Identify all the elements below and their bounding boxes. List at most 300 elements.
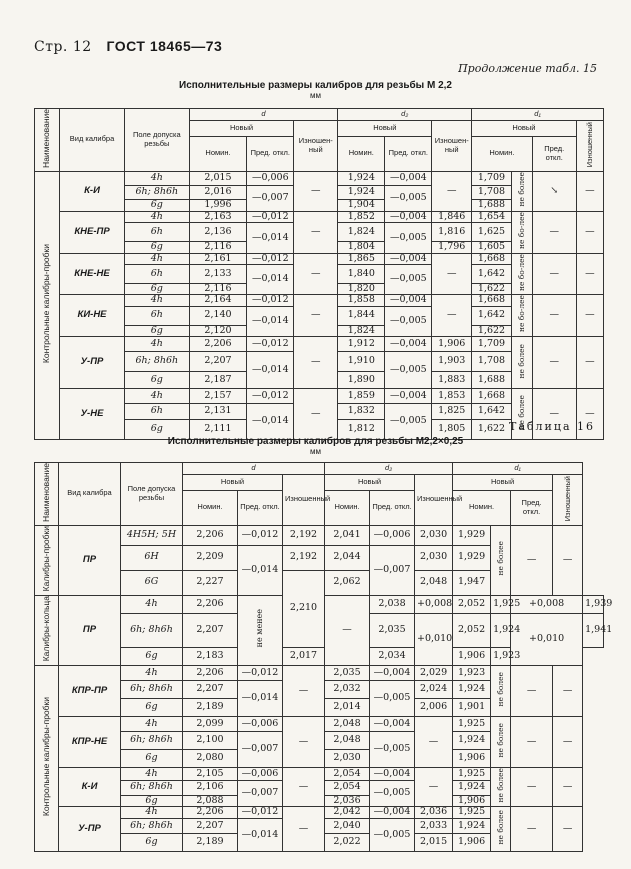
d2-nominal: 1,832 (338, 404, 385, 420)
d-nominal: 2,163 (189, 211, 247, 223)
group-label-text: Контрольные калибры-пробки (40, 697, 51, 817)
table16-caption (0, 436, 631, 456)
d1-note-text: не бо-лее (517, 295, 527, 333)
d2-worn: — (432, 253, 472, 295)
d-deviation: —0,014 (247, 307, 294, 337)
d2-nominal: 2,048 (325, 732, 370, 750)
d2-new-header: Новый (325, 475, 415, 491)
d2-nominal: 1,812 (338, 420, 385, 440)
table-row (35, 807, 604, 819)
d-deviation: —0,012 (238, 666, 283, 681)
d1-nominal: 1,654 (472, 211, 512, 223)
d2-deviation: +0,010 (415, 613, 453, 665)
d-worn: — (283, 807, 325, 852)
d1-note (491, 807, 511, 852)
d2-worn: 1,805 (432, 420, 472, 440)
d-note-text: не менее (255, 609, 265, 648)
d1-worn: — (553, 717, 583, 768)
d1-note-text: не более (495, 671, 505, 707)
d1-deviation: — (511, 807, 553, 852)
d2-deviation: —0,005 (370, 681, 415, 717)
d-nominal: 2,189 (183, 834, 238, 852)
d1-note-text: не более (517, 171, 527, 207)
d1-note (491, 525, 511, 595)
d2-dev-header: Пред. откл. (385, 136, 432, 171)
d1-nominal: 1,924 (453, 681, 491, 699)
d1-worn: — (576, 295, 603, 337)
group-label-text: Калибры-кольца (40, 595, 51, 662)
d1-note (511, 171, 532, 211)
d2-worn: 2,030 (415, 525, 453, 545)
d2-worn: 1,883 (432, 372, 472, 389)
tolerance-field: 4h (124, 337, 189, 352)
d-nominal: 2,116 (189, 241, 247, 253)
d-nominal: 2,209 (183, 545, 238, 570)
d-deviation: —0,012 (247, 389, 294, 404)
d1-note-text: не бо-лее (517, 211, 527, 249)
d2-deviation: —0,004 (385, 389, 432, 404)
d1-note (491, 768, 511, 807)
d-nominal: 2,136 (189, 223, 247, 241)
d-deviation: —0,012 (247, 253, 294, 265)
d-deviation: —0,014 (238, 545, 283, 595)
d2-worn: 2,006 (415, 699, 453, 717)
d1-nominal: 1,622 (472, 325, 512, 337)
d-nominal: 2,106 (183, 781, 238, 796)
d2-nominal: 2,038 (370, 595, 415, 613)
d-nominal: 2,105 (183, 768, 238, 781)
d-nominal: 2,206 (183, 807, 238, 819)
continuation-note: Продолжение табл. 15 (458, 62, 597, 75)
d2-nominal: 2,035 (325, 666, 370, 681)
d1-nominal: 1,924 (453, 781, 491, 796)
d2-worn: 1,816 (432, 223, 472, 241)
col-d2-header: d₂ (325, 463, 453, 475)
table15-caption (0, 80, 631, 100)
table16-title: Исполнительные размеры калибров для резьбы М2,2×0,25 (167, 436, 464, 447)
d2-nominal: 1,824 (338, 325, 385, 337)
d-nominal: 2,164 (189, 295, 247, 307)
d2-worn: 1,906 (432, 337, 472, 352)
d2-nominal: 2,048 (325, 717, 370, 732)
d1-nominal: 1,605 (472, 241, 512, 253)
d2-nom-header: Номин. (338, 136, 385, 171)
d2-deviation: —0,004 (385, 253, 432, 265)
d1-nominal: 1,642 (472, 404, 512, 420)
group-label (35, 595, 59, 665)
gauge-kind: У-НЕ (60, 389, 125, 440)
d1-nominal: 1,688 (472, 372, 512, 389)
col-d1-header: d₁ (453, 463, 583, 475)
d1-nominal: 1,906 (453, 648, 491, 666)
d-new-header: Новый (183, 475, 283, 491)
d1-nominal: 1,622 (472, 420, 512, 440)
d1-note (511, 337, 532, 389)
page-header (34, 38, 222, 55)
d-deviation: —0,012 (247, 337, 294, 352)
d-deviation: —0,014 (247, 265, 294, 295)
d2-nominal: 1,924 (338, 171, 385, 185)
d-nominal: 2,207 (183, 819, 238, 834)
d1-deviation: — (532, 211, 576, 253)
table-row (35, 717, 604, 732)
d-nominal: 2,207 (183, 613, 238, 647)
d-nominal: 2,099 (183, 717, 238, 732)
d-nom-header: Номин. (189, 136, 247, 171)
d2-nominal: 2,041 (325, 525, 370, 545)
d1-deviation: — (511, 768, 553, 807)
gauge-kind: КПР-НЕ (59, 717, 121, 768)
d2-nominal: 2,040 (325, 819, 370, 834)
table-row (35, 295, 604, 307)
table-row (35, 389, 604, 404)
d2-worn: 1,846 (432, 211, 472, 223)
table16-unit: мм (310, 447, 321, 456)
tolerance-field: 4H5H; 5H (121, 525, 183, 545)
d1-nominal: 1,929 (453, 545, 491, 570)
table-row (35, 768, 604, 781)
d1-deviation: — (532, 295, 576, 337)
d-worn: 2,210 (283, 570, 325, 647)
tolerance-field: 4h (124, 389, 189, 404)
d2-worn-header: Изношенный (415, 475, 453, 526)
d-worn: 2,192 (283, 545, 325, 570)
table-row (35, 211, 604, 223)
d2-nominal: 2,036 (325, 795, 370, 807)
d2-nominal: 1,912 (338, 337, 385, 352)
d-deviation: —0,007 (238, 732, 283, 768)
d2-deviation: —0,004 (385, 171, 432, 185)
d1-worn: — (553, 807, 583, 852)
table-row (35, 337, 604, 352)
d2-nominal: 2,044 (325, 545, 370, 570)
tolerance-field: 4h (121, 717, 183, 732)
d2-worn: — (432, 295, 472, 337)
d-worn: 2,192 (283, 525, 325, 545)
tolerance-field: 6H (121, 545, 183, 570)
d1-deviation: — (511, 525, 553, 595)
d-nominal: 2,116 (189, 283, 247, 295)
d1-worn: 1,923 (491, 648, 511, 666)
page-number: Стр. 12 (34, 39, 92, 55)
gauge-kind: КПР-ПР (59, 666, 121, 717)
d2-deviation: —0,005 (385, 185, 432, 211)
d-nominal: 2,206 (189, 337, 247, 352)
d2-nominal: 1,852 (338, 211, 385, 223)
d1-deviation: +0,008 (511, 595, 583, 613)
d1-nominal: 1,906 (453, 795, 491, 807)
d1-deviation: — (532, 337, 576, 389)
d2-nominal: 1,820 (338, 283, 385, 295)
d1-worn: — (553, 666, 583, 717)
tolerance-field: 4h (124, 211, 189, 223)
d2-deviation: —0,005 (385, 223, 432, 253)
d2-worn: — (415, 768, 453, 807)
d1-nominal: 1,668 (472, 253, 512, 265)
d2-worn: 2,036 (415, 807, 453, 819)
gauge-kind: ПР (59, 595, 121, 665)
d1-note (511, 211, 532, 253)
d-worn: — (294, 211, 338, 253)
d-deviation: —0,007 (247, 185, 294, 211)
d-nom-header: Номин. (183, 490, 238, 525)
d2-deviation: —0,004 (370, 717, 415, 732)
tolerance-field: 4h (121, 666, 183, 681)
tolerance-field: 6h (124, 307, 189, 325)
gauge-kind: КНЕ-ПР (60, 211, 125, 253)
d2-worn: 2,024 (415, 681, 453, 699)
d-nominal: 2,206 (183, 595, 238, 613)
d2-worn: 2,033 (415, 819, 453, 834)
d1-nom-header: Номин. (453, 490, 511, 525)
tolerance-field: 6g (124, 199, 189, 211)
d-nominal: 2,207 (189, 352, 247, 372)
group-label-text: Калибры-пробки (40, 525, 51, 591)
d1-note (491, 717, 511, 768)
d1-note-text: не более (517, 395, 527, 430)
d2-worn: 1,796 (432, 241, 472, 253)
d2-deviation: +0,008 (415, 595, 453, 613)
d-deviation: —0,014 (238, 819, 283, 852)
col-d2-header: d₂ (338, 109, 472, 121)
tolerance-field: 6h; 8h6h (121, 681, 183, 699)
tolerance-field: 6G (121, 570, 183, 595)
d-deviation: —0,006 (238, 717, 283, 732)
d-worn: — (283, 666, 325, 717)
d-note (238, 595, 283, 665)
d-nominal: 2,161 (189, 253, 247, 265)
d-worn: — (294, 337, 338, 389)
d1-note (511, 253, 532, 295)
d2-nominal: 1,924 (338, 185, 385, 199)
tolerance-field: 4h (121, 595, 183, 613)
d1-worn: 1,939 (583, 595, 604, 613)
d-nominal: 2,015 (189, 171, 247, 185)
table15-unit: мм (310, 91, 321, 100)
tolerance-field: 6h (124, 404, 189, 420)
table-row (35, 253, 604, 265)
d-worn: — (294, 295, 338, 337)
tolerance-field: 6g (121, 648, 183, 666)
table-row (35, 171, 604, 185)
d1-nominal: 1,924 (453, 732, 491, 750)
d1-worn: — (576, 253, 603, 295)
d-nominal: 2,206 (183, 666, 238, 681)
d2-nominal: 2,042 (325, 807, 370, 819)
d2-nominal: 1,890 (338, 372, 385, 389)
d2-nominal: 2,054 (325, 781, 370, 796)
d2-nominal: 2,022 (325, 834, 370, 852)
col-name-header: Наименование (35, 463, 59, 526)
d-nominal: 2,088 (183, 795, 238, 807)
d1-worn: — (553, 525, 583, 595)
d-deviation: —0,012 (238, 807, 283, 819)
d-nominal: 1,996 (189, 199, 247, 211)
d2-nominal: 2,017 (283, 648, 325, 666)
tolerance-field: 4h (121, 768, 183, 781)
d-nominal: 2,131 (189, 404, 247, 420)
col-tol-header: Поле допуска резьбы (121, 463, 183, 526)
col-d-header: d (189, 109, 338, 121)
d1-worn: — (553, 768, 583, 807)
col-kind-header: Вид калибра (59, 463, 121, 526)
d1-nominal: 1,708 (472, 185, 512, 199)
d-nominal: 2,207 (183, 681, 238, 699)
d1-note (491, 666, 511, 717)
tolerance-field: 6g (121, 834, 183, 852)
d2-worn: 2,029 (415, 666, 453, 681)
group-label-text: Контрольные калибры-пробки (41, 243, 52, 364)
d1-nominal: 1,924 (453, 819, 491, 834)
d2-deviation: —0,004 (370, 768, 415, 781)
tolerance-field: 6g (121, 750, 183, 768)
tolerance-field: 6g (124, 420, 189, 440)
tolerance-field: 4h (121, 807, 183, 819)
d-nominal: 2,111 (189, 420, 247, 440)
col-name-header: Наименование (35, 109, 60, 172)
tolerance-field: 4h (124, 253, 189, 265)
tolerance-field: 6g (124, 241, 189, 253)
d-new-header: Новый (189, 121, 294, 137)
d1-note-text: не более (517, 343, 527, 379)
col-d1-header: d₁ (472, 109, 604, 121)
d2-deviation: —0,005 (385, 404, 432, 440)
d-dev-header: Пред. откл. (238, 490, 283, 525)
d2-nominal: 1,824 (338, 223, 385, 241)
d2-worn: 2,034 (370, 648, 415, 666)
tolerance-field: 6h; 8h6h (124, 185, 189, 199)
d2-deviation: —0,004 (370, 807, 415, 819)
d1-nominal: 1,925 (453, 768, 491, 781)
d-worn: — (294, 171, 338, 211)
tolerance-field: 6h; 8h6h (121, 819, 183, 834)
d-nominal: 2,157 (189, 389, 247, 404)
d1-nominal: 1,709 (472, 337, 512, 352)
d1-new-header: Новый (453, 475, 553, 491)
d1-note (511, 295, 532, 337)
d-deviation: —0,012 (247, 295, 294, 307)
d-dev-header: Пред. откл. (247, 136, 294, 171)
tolerance-field: 6g (124, 325, 189, 337)
d2-deviation: —0,004 (385, 295, 432, 307)
d1-note-text: не более (495, 810, 505, 845)
col-d-header: d (183, 463, 325, 475)
gauge-kind: КНЕ-НЕ (60, 253, 125, 295)
d2-deviation: —0,005 (370, 732, 415, 768)
d1-nominal: 1,925 (491, 595, 511, 613)
d-deviation: —0,012 (247, 211, 294, 223)
d-nominal: 2,189 (183, 699, 238, 717)
col-kind-header: Вид калибра (60, 109, 125, 172)
d1-nominal: 1,642 (472, 307, 512, 325)
d-nominal: 2,133 (189, 265, 247, 283)
table15-title: Исполнительные размеры калибров для резьбы М 2,2 (179, 80, 452, 91)
d-nominal: 2,187 (189, 372, 247, 389)
table-15 (34, 108, 604, 440)
d2-worn: 2,048 (415, 570, 453, 595)
d-nominal: 2,227 (183, 570, 238, 595)
d-nominal: 2,120 (189, 325, 247, 337)
d2-deviation: —0,005 (385, 352, 432, 389)
d2-nominal: 1,910 (338, 352, 385, 372)
d2-nominal: 1,844 (338, 307, 385, 325)
d1-nominal: 1,925 (453, 717, 491, 732)
d2-worn: 2,052 (453, 595, 491, 613)
d-deviation: —0,006 (247, 171, 294, 185)
d-nominal: 2,080 (183, 750, 238, 768)
d1-nominal: 1,924 (491, 613, 511, 647)
gauge-kind: К-И (60, 171, 125, 211)
d-nominal: 2,206 (183, 525, 238, 545)
d-deviation: —0,014 (247, 352, 294, 389)
d2-deviation: —0,004 (370, 666, 415, 681)
d-deviation: —0,014 (247, 223, 294, 253)
d2-worn-header: Изношен-ный (432, 121, 472, 172)
d1-deviation: — (532, 389, 576, 440)
gauge-kind: У-ПР (59, 807, 121, 852)
d1-deviation: +0,010 (511, 613, 583, 665)
d1-note-text: не более (495, 722, 505, 758)
d2-nominal: 1,804 (338, 241, 385, 253)
gauge-kind: ПР (59, 525, 121, 595)
d2-nominal: 1,904 (338, 199, 385, 211)
tolerance-field: 6g (124, 283, 189, 295)
d2-deviation: —0,005 (370, 819, 415, 852)
d1-nominal: 1,923 (453, 666, 491, 681)
d1-dev-header: Пред. откл. (532, 136, 576, 171)
d1-worn-header: Изношенный (576, 121, 603, 172)
d2-nominal: 1,865 (338, 253, 385, 265)
d2-worn: 1,825 (432, 404, 472, 420)
d2-deviation: —0,005 (370, 781, 415, 807)
d1-nominal: 1,929 (453, 525, 491, 545)
d2-nominal: 2,062 (325, 570, 370, 595)
d2-deviation: —0,004 (385, 337, 432, 352)
d2-nominal: 2,035 (370, 613, 415, 647)
d-worn: — (294, 253, 338, 295)
d1-deviation: ↘ (532, 171, 576, 211)
d2-worn: 1,903 (432, 352, 472, 372)
d1-nom-header: Номин. (472, 136, 533, 171)
d1-note-text: не более (495, 768, 505, 803)
d1-nominal: 1,901 (453, 699, 491, 717)
d-worn-header: Изношен-ный (294, 121, 338, 172)
d1-nominal: 1,906 (453, 834, 491, 852)
d2-worn: 2,030 (415, 545, 453, 570)
d1-note-text: не более (495, 540, 505, 576)
d1-deviation: — (532, 253, 576, 295)
d1-worn: — (576, 389, 603, 440)
d1-deviation: — (511, 666, 553, 717)
tolerance-field: 6h; 8h6h (121, 613, 183, 647)
d1-nominal: 1,668 (472, 389, 512, 404)
tolerance-field: 6h (124, 265, 189, 283)
d-deviation: —0,014 (247, 404, 294, 440)
d-nominal: 2,183 (183, 648, 238, 666)
tolerance-field: 4h (124, 295, 189, 307)
table-row (35, 666, 604, 681)
d-deviation: —0,006 (238, 768, 283, 781)
d-worn: — (283, 768, 325, 807)
d2-nominal: 1,859 (338, 389, 385, 404)
tolerance-field: 4h (124, 171, 189, 185)
d2-deviation: —0,006 (370, 525, 415, 545)
gauge-kind: К-И (59, 768, 121, 807)
tolerance-field: 6h; 8h6h (124, 352, 189, 372)
d-worn: — (283, 717, 325, 768)
d-nominal: 2,140 (189, 307, 247, 325)
gauge-kind: КИ-НЕ (60, 295, 125, 337)
